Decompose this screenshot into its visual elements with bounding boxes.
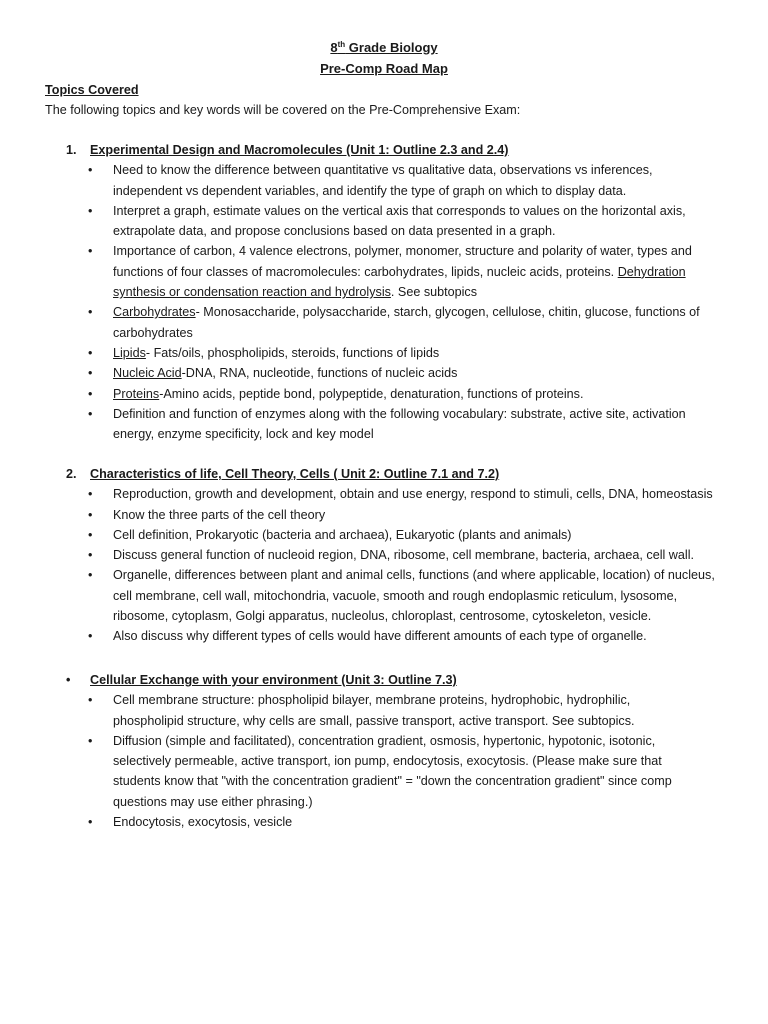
list-item: • Diffusion (simple and facilitated), concentration gradient, osmosis, hypertonic, hypotonic, isotonic, selectively permeable, active transport, ion pump, endocytosis, exocytosis. (Please make sure that students know that "with the concentration gradient" = "down the concentration gradient" since comp questions may use either phrasing.)	[66, 731, 703, 812]
list-item: • Lipids- Fats/oils, phospholipids, steroids, functions of lipids	[66, 343, 703, 363]
section-bullets	[66, 160, 746, 444]
bullet-icon: •	[88, 406, 93, 421]
section-marker: 2.	[66, 467, 77, 481]
bullet-icon: •	[88, 507, 93, 522]
topics-heading: Topics Covered	[45, 83, 139, 97]
section-bullets	[66, 484, 746, 646]
section-title: Cellular Exchange with your environment (Unit 3: Outline 7.3)	[90, 673, 457, 687]
bullet-icon: •	[88, 487, 93, 502]
section-2	[66, 464, 746, 647]
bullet-icon: •	[88, 568, 93, 583]
bullet-icon: •	[88, 366, 93, 381]
list-item: • Reproduction, growth and development, obtain and use energy, respond to stimuli, cells, DNA, homeostasis	[66, 484, 753, 504]
section-marker: 1.	[66, 143, 77, 157]
bullet-icon: •	[88, 733, 93, 748]
bullet-icon: •	[88, 386, 93, 401]
title-grade-number: 8	[330, 40, 338, 55]
bullet-icon: •	[88, 629, 93, 644]
list-item: • Need to know the difference between quantitative vs qualitative data, observations vs inferences, independent vs dependent variables, and identify the type of graph on which to display data.	[66, 160, 703, 201]
list-item: • Carbohydrates- Monosaccharide, polysaccharide, starch, glycogen, cellulose, chitin, glucose, functions of carbohydrates	[66, 302, 703, 343]
intro-text: The following topics and key words will be covered on the Pre-Comprehensive Exam:	[45, 103, 521, 117]
list-item: • Definition and function of enzymes along with the following vocabulary: substrate, active site, activation energy, enzyme specificity, lock and key model	[66, 404, 703, 445]
bullet-icon: •	[88, 527, 93, 542]
section-heading	[66, 464, 746, 484]
list-item: • Organelle, differences between plant and animal cells, functions (and where applicable, location) of nucleus, cell membrane, cell wall, mitochondria, vacuole, smooth and rough endoplasmic reticulum, lysosome, ribosome, cytoplasm, Golgi apparatus, nucleolus, chloroplast, centrosome, cytoskeleton, vesicle.	[66, 565, 733, 626]
bullet-icon: •	[88, 163, 93, 178]
list-item: • Proteins-Amino acids, peptide bond, polypeptide, denaturation, functions of proteins.	[66, 384, 703, 404]
list-item: • Importance of carbon, 4 valence electrons, polymer, monomer, structure and polarity of water, types and functions of four classes of macromolecules: carbohydrates, lipids, nucleic acids, proteins. Dehydration synthesis or condensation reaction and hydrolysis. See subtopics	[66, 241, 703, 302]
section-marker: •	[66, 673, 71, 687]
section-bullets	[66, 690, 746, 832]
title-grade-suffix: th	[337, 40, 346, 49]
list-item: • Also discuss why different types of cells would have different amounts of each type of organelle.	[66, 626, 703, 646]
bullet-icon: •	[88, 345, 93, 360]
list-item: • Endocytosis, exocytosis, vesicle	[66, 812, 703, 832]
bullet-icon: •	[88, 548, 93, 563]
bullet-icon: •	[88, 815, 93, 830]
list-item: • Nucleic Acid-DNA, RNA, nucleotide, functions of nucleic acids	[66, 363, 703, 383]
document-subtitle	[0, 59, 768, 79]
section-1	[66, 140, 746, 444]
title-grade-text: Grade Biology	[345, 40, 438, 55]
bullet-icon: •	[88, 305, 93, 320]
section-title: Characteristics of life, Cell Theory, Cells ( Unit 2: Outline 7.1 and 7.2)	[90, 467, 500, 481]
section-3	[66, 670, 746, 832]
list-item: • Know the three parts of the cell theory	[66, 505, 703, 525]
bullet-icon: •	[88, 693, 93, 708]
section-title: Experimental Design and Macromolecules (Unit 1: Outline 2.3 and 2.4)	[90, 143, 509, 157]
list-item: • Interpret a graph, estimate values on the vertical axis that corresponds to values on the horizontal axis, extrapolate data, and propose conclusions based on data presented in a graph.	[66, 201, 703, 242]
subtitle-text: Pre-Comp Road Map	[320, 61, 448, 76]
bullet-icon: •	[88, 244, 93, 259]
section-heading	[66, 140, 746, 160]
document-title	[0, 38, 768, 58]
list-item: • Cell membrane structure: phospholipid bilayer, membrane proteins, hydrophobic, hydrophilic, phospholipid structure, why cells are small, passive transport, active transport. See subtopics.	[66, 690, 703, 731]
bullet-icon: •	[88, 203, 93, 218]
list-item: • Cell definition, Prokaryotic (bacteria and archaea), Eukaryotic (plants and animals)	[66, 525, 703, 545]
list-item: • Discuss general function of nucleoid region, DNA, ribosome, cell membrane, bacteria, archaea, cell wall.	[66, 545, 753, 565]
section-heading	[66, 670, 746, 690]
